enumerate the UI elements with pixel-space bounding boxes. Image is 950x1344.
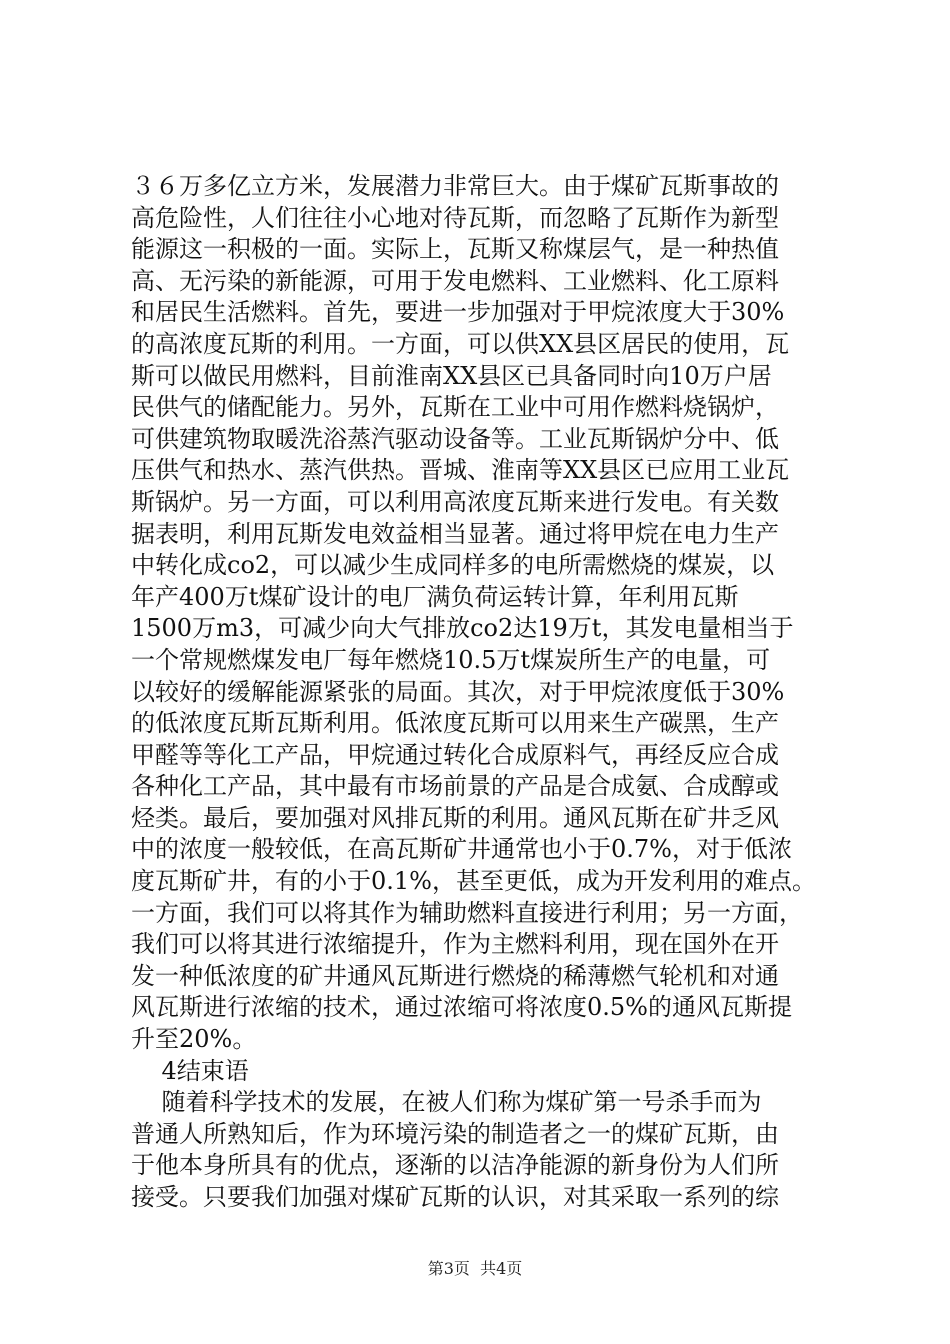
body-line: ３６万多亿立方米，发展潜力非常巨大。由于煤矿瓦斯事故的 bbox=[131, 172, 779, 200]
body-line: 可供建筑物取暖洗浴蒸汽驱动设备等。工业瓦斯锅炉分中、低 bbox=[131, 424, 779, 453]
body-line: 斯可以做民用燃料，目前淮南XX县区已具备同时向10万户居 bbox=[131, 361, 772, 390]
body-line: 压供气和热水、蒸汽供热。晋城、淮南等XX县区已应用工业瓦 bbox=[131, 456, 790, 485]
body-line: 和居民生活燃料。首先，要进一步加强对于甲烷浓度大于30% bbox=[131, 298, 785, 327]
body-line: 度瓦斯矿井，有的小于0.1%，甚至更低，成为开发利用的难点。 bbox=[131, 867, 816, 896]
body-line: 的低浓度瓦斯瓦斯利用。低浓度瓦斯可以用来生产碳黑，生产 bbox=[131, 709, 779, 738]
body-line: 接受。只要我们加强对煤矿瓦斯的认识，对其采取一系列的综 bbox=[131, 1183, 779, 1211]
body-line: 中转化成co2，可以减少生成同样多的电所需燃烧的煤炭，以 bbox=[131, 551, 775, 580]
body-line: 升至20%。 bbox=[131, 1025, 257, 1054]
document-body bbox=[131, 171, 851, 1214]
body-line: 年产400万t煤矿设计的电厂满负荷运转计算，年利用瓦斯 bbox=[131, 582, 739, 611]
body-line: 高、无污染的新能源，可用于发电燃料、工业燃料、化工原料 bbox=[131, 266, 779, 295]
body-line: 高危险性，人们往往小心地对待瓦斯，而忽略了瓦斯作为新型 bbox=[131, 203, 779, 232]
page-number-footer: 第3页 共4页 bbox=[427, 1259, 523, 1278]
body-line: 于他本身所具有的优点，逐渐的以洁净能源的新身份为人们所 bbox=[131, 1151, 779, 1180]
body-line: 能源这一积极的一面。实际上，瓦斯又称煤层气，是一种热值 bbox=[131, 235, 779, 264]
body-line: 的高浓度瓦斯的利用。一方面，可以供XX县区居民的使用，瓦 bbox=[131, 329, 790, 358]
body-line: 中的浓度一般较低，在高瓦斯矿井通常也小于0.7%，对于低浓 bbox=[131, 835, 792, 864]
body-line: 据表明，利用瓦斯发电效益相当显著。通过将甲烷在电力生产 bbox=[131, 519, 779, 548]
body-line: 斯锅炉。另一方面，可以利用高浓度瓦斯来进行发电。有关数 bbox=[131, 487, 779, 516]
body-line: 各种化工产品，其中最有市场前景的产品是合成氨、合成醇或 bbox=[131, 772, 779, 801]
body-line: 风瓦斯进行浓缩的技术，通过浓缩可将浓度0.5%的通风瓦斯提 bbox=[131, 993, 792, 1022]
body-line: 随着科学技术的发展，在被人们称为煤矿第一号杀手而为 bbox=[131, 1088, 762, 1117]
body-line: 以较好的缓解能源紧张的局面。其次，对于甲烷浓度低于30% bbox=[131, 677, 785, 706]
body-line: 一个常规燃煤发电厂每年燃烧10.5万t煤炭所生产的电量，可 bbox=[131, 645, 771, 674]
body-line: 1500万m3，可减少向大气排放co2达19万t，其发电量相当于 bbox=[131, 614, 794, 643]
body-line: 我们可以将其进行浓缩提升，作为主燃料利用，现在国外在开 bbox=[131, 930, 779, 959]
body-line: 一方面，我们可以将其作为辅助燃料直接进行利用；另一方面， bbox=[131, 898, 803, 927]
body-line: 甲醛等等化工产品，甲烷通过转化合成原料气，再经反应合成 bbox=[131, 740, 779, 769]
body-line: 烃类。最后，要加强对风排瓦斯的利用。通风瓦斯在矿井乏风 bbox=[131, 803, 779, 832]
body-line: 民供气的储配能力。另外，瓦斯在工业中可用作燃料烧锅炉， bbox=[131, 393, 779, 422]
body-line: 普通人所熟知后，作为环境污染的制造者之一的煤矿瓦斯，由 bbox=[131, 1119, 779, 1148]
section-heading: 4结束语 bbox=[131, 1056, 249, 1085]
body-line: 发一种低浓度的矿井通风瓦斯进行燃烧的稀薄燃气轮机和对通 bbox=[131, 961, 779, 990]
